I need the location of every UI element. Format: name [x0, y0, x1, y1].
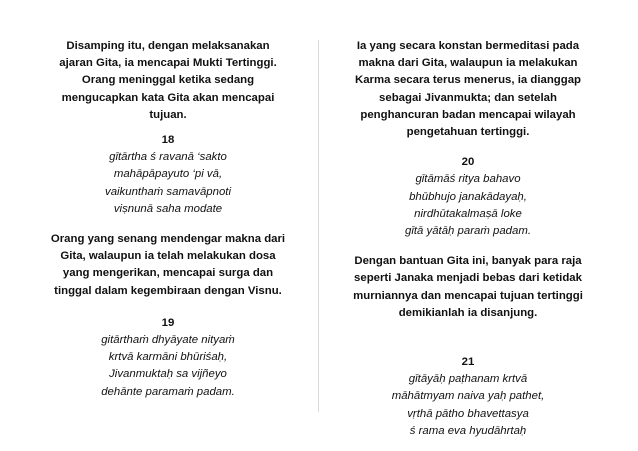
text-line: sebagai Jivanmukta; dan setelah	[379, 91, 557, 104]
left-intro-paragraph	[40, 38, 296, 124]
text-line: seperti Janaka menjadi bebas dari ketidak	[354, 272, 582, 285]
verse-18-sanskrit	[40, 149, 296, 218]
verse-line: bhūbhujo janakādayaḥ,	[409, 190, 527, 203]
text-line: Orang yang senang mendengar makna dari	[50, 233, 286, 246]
text-line: ajaran Gita, ia mencapai Mukti Tertinggi.	[59, 57, 277, 70]
text-line: murniannya dan mencapai tujuan tertinggi	[353, 289, 583, 302]
text-line: Dengan bantuan Gita ini, banyak para raja	[354, 255, 582, 268]
verse-line: gītāyāḥ paṭhanam krtvā	[408, 373, 528, 386]
verse-line: dehānte paramaṁ padam.	[101, 385, 235, 398]
text-line: tinggal dalam kegembiraan dengan Visnu.	[54, 284, 282, 297]
right-intro-paragraph	[340, 38, 596, 141]
verse-line: gītārtha ś ravanā ‘sakto	[109, 151, 227, 164]
text-line: demikianlah ia disanjung.	[398, 306, 538, 319]
verse-line: nirdhūtakalmaṣā loke	[414, 207, 522, 220]
verse-18-translation	[40, 231, 296, 300]
verse-line: vaikunthaṁ samavāpnoti	[105, 185, 231, 198]
verse-line: viṣnunā saha modate	[113, 202, 223, 215]
verse-line: Jivanmuktaḥ sa vijñeyo	[109, 368, 227, 381]
verse-line: ś rama eva hyudāhrtaḥ	[409, 424, 527, 437]
text-line: makna dari Gita, walaupun ia melakukan	[358, 57, 578, 70]
verse-number-18: 18	[161, 134, 175, 147]
text-line: Disamping itu, dengan melaksanakan	[66, 40, 270, 52]
text-line: yang mengerikan, mencapai surga dan	[62, 267, 274, 280]
column-divider	[318, 40, 319, 412]
verse-line: gītāmāś ritya bahavo	[415, 173, 521, 186]
verse-number-20: 20	[461, 156, 475, 169]
text-line: Orang meninggal ketika sedang	[81, 74, 255, 87]
verse-line: krtvā karmāni bhūriśaḥ,	[108, 351, 228, 364]
verse-line: vṛthā pātho bhavettasya	[407, 407, 529, 420]
verse-line: māhātmyam naiva yaḥ pathet,	[391, 390, 545, 403]
verse-number-21: 21	[461, 356, 475, 369]
text-line: Gita, walaupun ia telah melakukan dosa	[60, 250, 276, 263]
verse-line: gitārthaṁ dhyāyate nityaṁ	[101, 334, 235, 347]
verse-20-sanskrit	[340, 171, 596, 240]
right-column	[340, 38, 596, 440]
verse-20-translation	[340, 253, 596, 322]
text-line: Ia yang secara konstan bermeditasi pada	[356, 40, 580, 52]
text-line: pengetahuan tertinggi.	[406, 126, 530, 139]
verse-21-sanskrit	[340, 371, 596, 440]
text-line: tujuan.	[149, 108, 187, 121]
verse-19-sanskrit	[40, 332, 296, 401]
verse-number-19: 19	[161, 316, 175, 329]
text-line: penghancuran badan mencapai wilayah	[360, 108, 576, 121]
text-line: Karma secara terus menerus, ia dianggap	[354, 74, 581, 87]
verse-line: gītā yātāḥ paraṁ padam.	[404, 225, 531, 238]
left-column	[40, 38, 296, 401]
verse-line: mahāpāpayuto ‘pi vā,	[113, 168, 223, 181]
text-line: mengucapkan kata Gita akan mencapai	[61, 91, 275, 104]
